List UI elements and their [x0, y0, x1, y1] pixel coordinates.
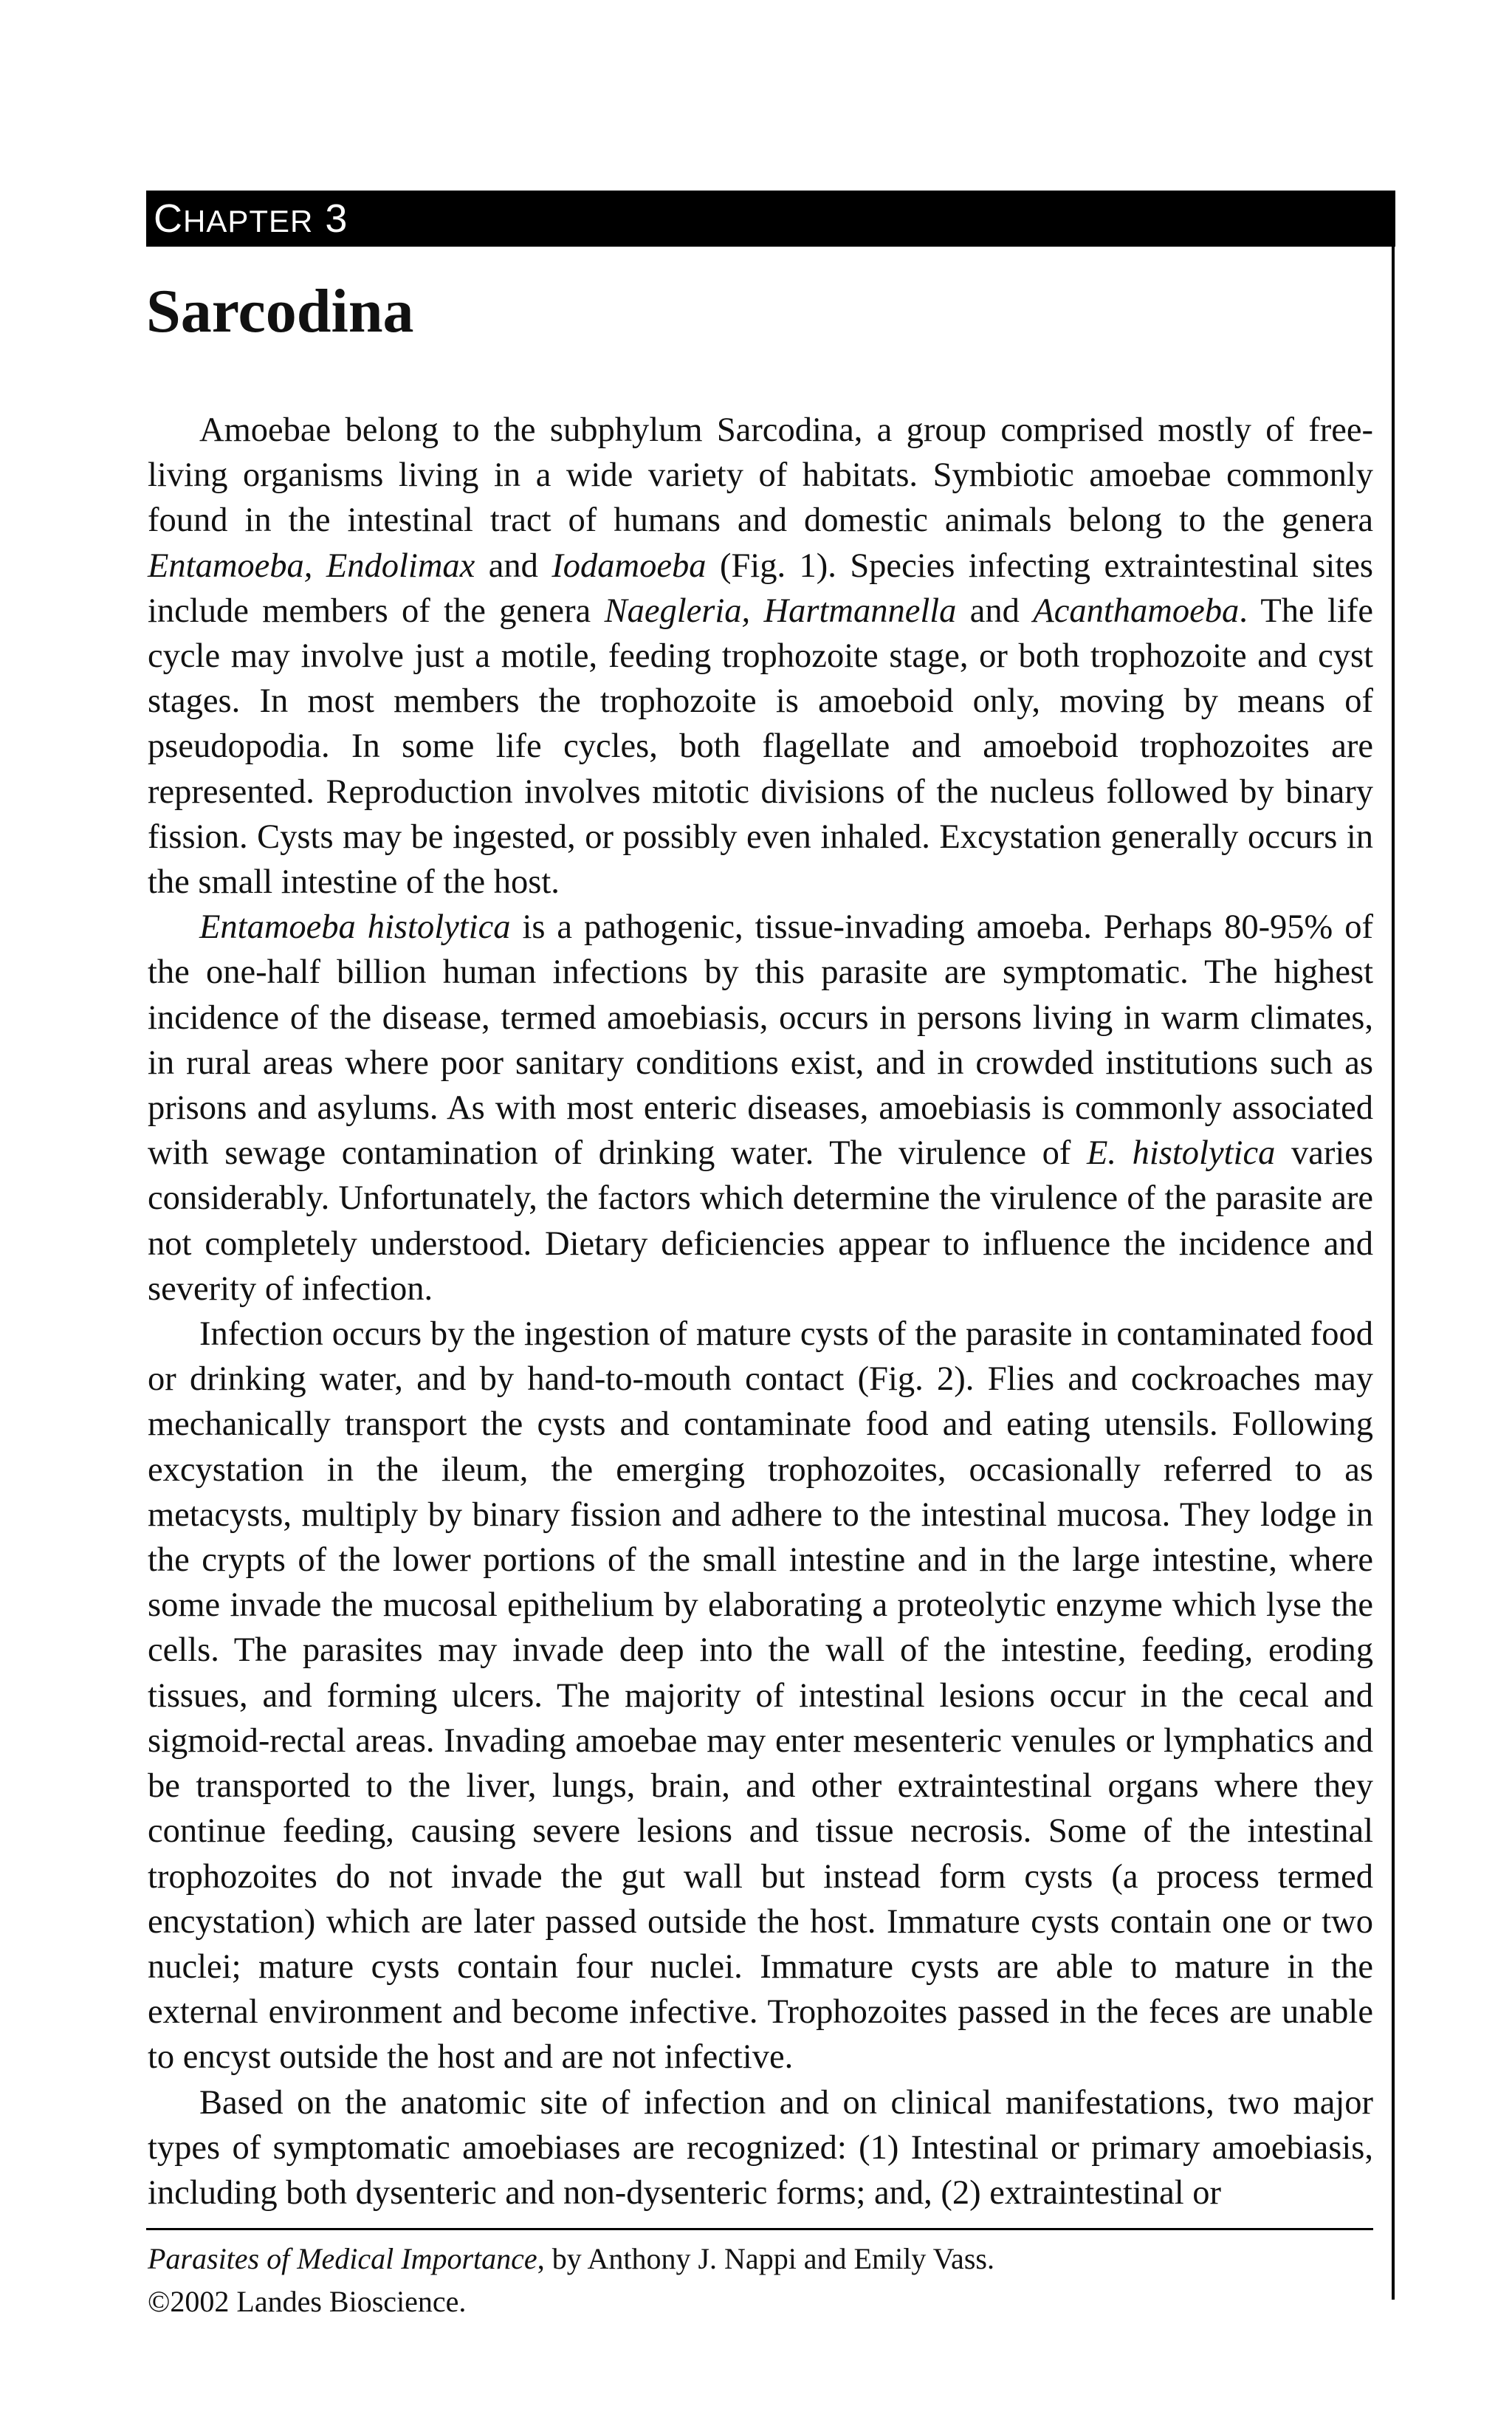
italic-term: Entamoeba, Endolimax [148, 546, 475, 585]
text-run: and [475, 546, 552, 585]
right-margin-rule [1392, 247, 1395, 2300]
book-authors: , by Anthony J. Nappi and Emily Vass. [537, 2242, 994, 2275]
text-run: . The life cycle may involve just a motile, feeding trophozoite stage, or both trophozoite and cyst stages. In most members the trophozoite is amoeboid only, moving by means of pseudopodia. In some life cycles, both flagellate and amoeboid trophozoites are represented. Reproduction involves mitotic divisions of the nucleus followed by binary fission. Cysts may be ingested, or possibly even inhaled. Excystation generally occurs in the small intestine of the host. [148, 592, 1373, 902]
body-text [148, 408, 1373, 2215]
body-paragraph [148, 2080, 1373, 2216]
body-paragraph [148, 905, 1373, 1312]
book-title: Parasites of Medical Importance [148, 2242, 537, 2275]
text-run: is a pathogenic, tissue-invading amoeba. Perhaps 80-95% of the one-half billion human infections by this parasite are symptomatic. The highest incidence of the disease, termed amoebiasis, occurs in persons living in warm climates, in rural areas where poor sanitary conditions exist, and in crowded institutions such as prisons and asylums. As with most enteric diseases, amoebiasis is commonly associated with sewage contamination of drinking water. The virulence of [148, 908, 1373, 1173]
footer-copyright: ©2002 Landes Bioscience. [148, 2285, 467, 2318]
italic-term: E. histolytica [1086, 1134, 1276, 1173]
text-run: Amoebae belong to the subphylum Sarcodina, a group comprised mostly of free-living organisms living in a wide variety of habitats. Symbiotic amoebae commonly found in the intestinal tract of humans and domestic animals belong to the genera [148, 411, 1373, 540]
footer-rule [146, 2228, 1373, 2230]
footer-credit [148, 2238, 1329, 2323]
chapter-label-initial: C [154, 196, 183, 241]
italic-term: Iodamoeba [551, 546, 707, 585]
body-paragraph [148, 1312, 1373, 2080]
text-run: varies considerably. Unfortunately, the factors which determine the virulence of the parasite are not completely understood. Dietary deficiencies appear to influence the incidence and severity of infection. [148, 1134, 1373, 1308]
text-run: and [956, 592, 1034, 630]
footer-line-1 [148, 2238, 1329, 2280]
italic-term: Naegleria, Hartmannella [604, 592, 957, 630]
text-run: (Fig. 1). Species infecting extraintestinal sites include members of the genera [148, 546, 1373, 630]
chapter-number: 3 [325, 196, 348, 241]
body-paragraph [148, 408, 1373, 905]
text-run: Based on the anatomic site of infection and on clinical manifestations, two major types of symptomatic amoebiases are recognized: (1) Intestinal or primary amoebiasis, including both dysenteric and non-dysenteric forms; and, (2) extraintestinal or [148, 2083, 1373, 2212]
chapter-label [154, 193, 348, 247]
italic-term: Acanthamoeba [1033, 592, 1240, 630]
chapter-header-bar [146, 191, 1395, 247]
text-run: Infection occurs by the ingestion of mature cysts of the parasite in contaminated food or drinking water, and by hand-to-mouth contact (Fig. 2). Flies and cockroaches may mechanically transport the cysts and contaminate food and eating utensils. Following excystation in the ileum, the emerging trophozoites, occasionally referred to as metacysts, multiply by binary fission and adhere to the intestinal mucosa. They lodge in the crypts of the lower portions of the small intestine and in the large intestine, where some invade the mucosal epithelium by elaborating a proteolytic enzyme which lyse the cells. The parasites may invade deep into the wall of the intestine, feeding, eroding tissues, and forming ulcers. The majority of intestinal lesions occur in the cecal and sigmoid-rectal areas. Invading amoebae may enter mesenteric venules or lymphatics and be transported to the liver, lungs, brain, and other extraintestinal organs where they continue feeding, causing severe lesions and tissue necrosis. Some of the intestinal trophozoites do not invade the gut wall but instead form cysts (a process termed encystation) which are later passed outside the host. Immature cysts contain one or two nuclei; mature cysts contain four nuclei. Immature cysts are able to mature in the external environment and become infective. Trophozoites passed in the feces are unable to encyst outside the host and are not infective. [148, 1315, 1373, 2077]
chapter-label-rest: HAPTER [183, 204, 314, 239]
page-title: Sarcodina [146, 277, 414, 346]
italic-term: Entamoeba histolytica [199, 908, 511, 947]
